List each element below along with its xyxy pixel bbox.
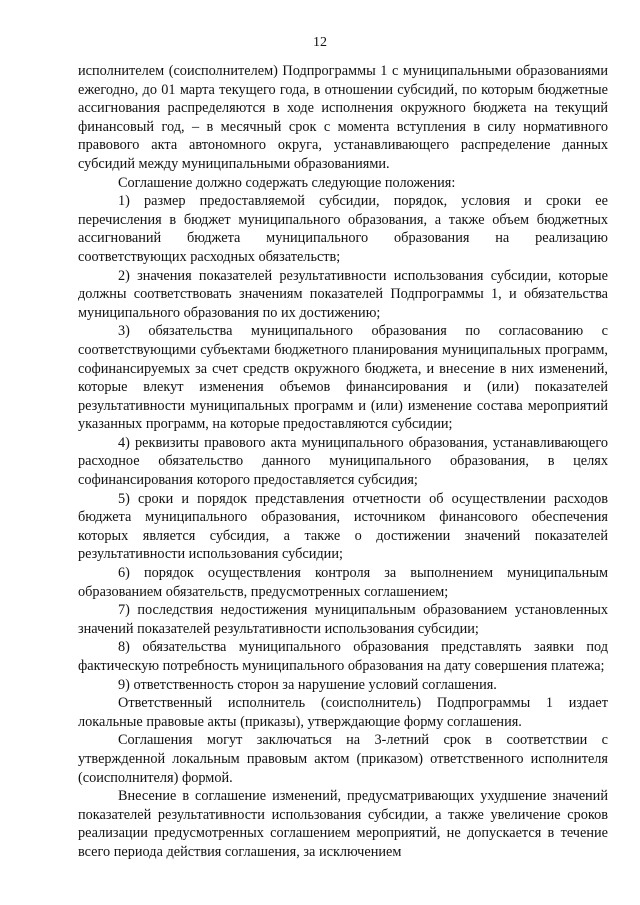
paragraph-continuation: исполнителем (соисполнителем) Подпрограммы 1 с муниципальными образованиями ежегодно, до 01 марта текущего года, в отношении субсидий, по которым бюджетные ассигнования распределяются в ходе исполнения окружного бюджета на текущий финансовый год, – в месячный срок с момента вступления в силу нормативного правового акта автономного округа, устанавливающего распределение данных субсидий между муниципальными образованиями. xyxy=(78,63,608,172)
paragraph-agreement-intro: Соглашение должно содержать следующие положения: xyxy=(118,174,456,191)
list-item-1: 1) размер предоставляемой субсидии, порядок, условия и сроки ее перечисления в бюджет муниципального образования, а также объем бюджетных ассигнований бюджета муниципального образования на реализацию соответствующих расходных обязательств; xyxy=(78,193,608,265)
list-item-3: 3) обязательства муниципального образования по согласованию с соответствующими субъектами бюджетного планирования муниципальных программ, софинансируемых за счет средств окружного бюджета, и внесение в них изменений, которые влекут изменения объемов финансирования и (или) показателей результативности муниципальных программ и (или) изменение состава мероприятий указанных программ, на которые предоставляются субсидии; xyxy=(78,323,608,433)
list-item-2: 2) значения показателей результативности использования субсидии, которые должны соответствовать значениям показателей Подпрограммы 1, и обязательства муниципального образования по их достижению; xyxy=(78,267,608,321)
list-item-8: 8) обязательства муниципального образования представлять заявки под фактическую потребность муниципального образования на дату совершения платежа; xyxy=(78,639,608,674)
list-item-6: 6) порядок осуществления контроля за выполнением муниципальным образованием обязательств, предусмотренных соглашением; xyxy=(78,565,608,600)
list-item-4: 4) реквизиты правового акта муниципального образования, устанавливающего расходное обязательство данного муниципального образования, в целях софинансирования которого предоставляется субсидия; xyxy=(78,434,608,489)
paragraph-amendments: Внесение в соглашение изменений, предусматривающих ухудшение значений показателей результативности использования субсидии, а также увеличение сроков реализации предусмотренных соглашением мероприятий, не допускается в течение всего периода действия соглашения, за исключением xyxy=(78,788,608,860)
document-body xyxy=(78,62,608,862)
paragraph-agreement-term: Соглашения могут заключаться на 3-летний срок в соответствии с утвержденной локальным правовым актом (приказом) ответственного исполнителя (соисполнителя) формой. xyxy=(78,732,608,786)
list-item-7: 7) последствия недостижения муниципальным образованием установленных значений показателей результативности использования субсидии; xyxy=(78,602,608,637)
list-item-9: 9) ответственность сторон за нарушение условий соглашения. xyxy=(118,676,497,693)
paragraph-responsible-executor: Ответственный исполнитель (соисполнитель) Подпрограммы 1 издает локальные правовые акты (приказы), утверждающие форму соглашения. xyxy=(78,695,608,730)
page-number: 12 xyxy=(313,35,327,50)
list-item-5: 5) сроки и порядок представления отчетности об осуществлении расходов бюджета муниципального образования, источником финансового обеспечения которых является субсидия, а также о достижении значений показателей результативности использования субсидии; xyxy=(78,490,608,563)
